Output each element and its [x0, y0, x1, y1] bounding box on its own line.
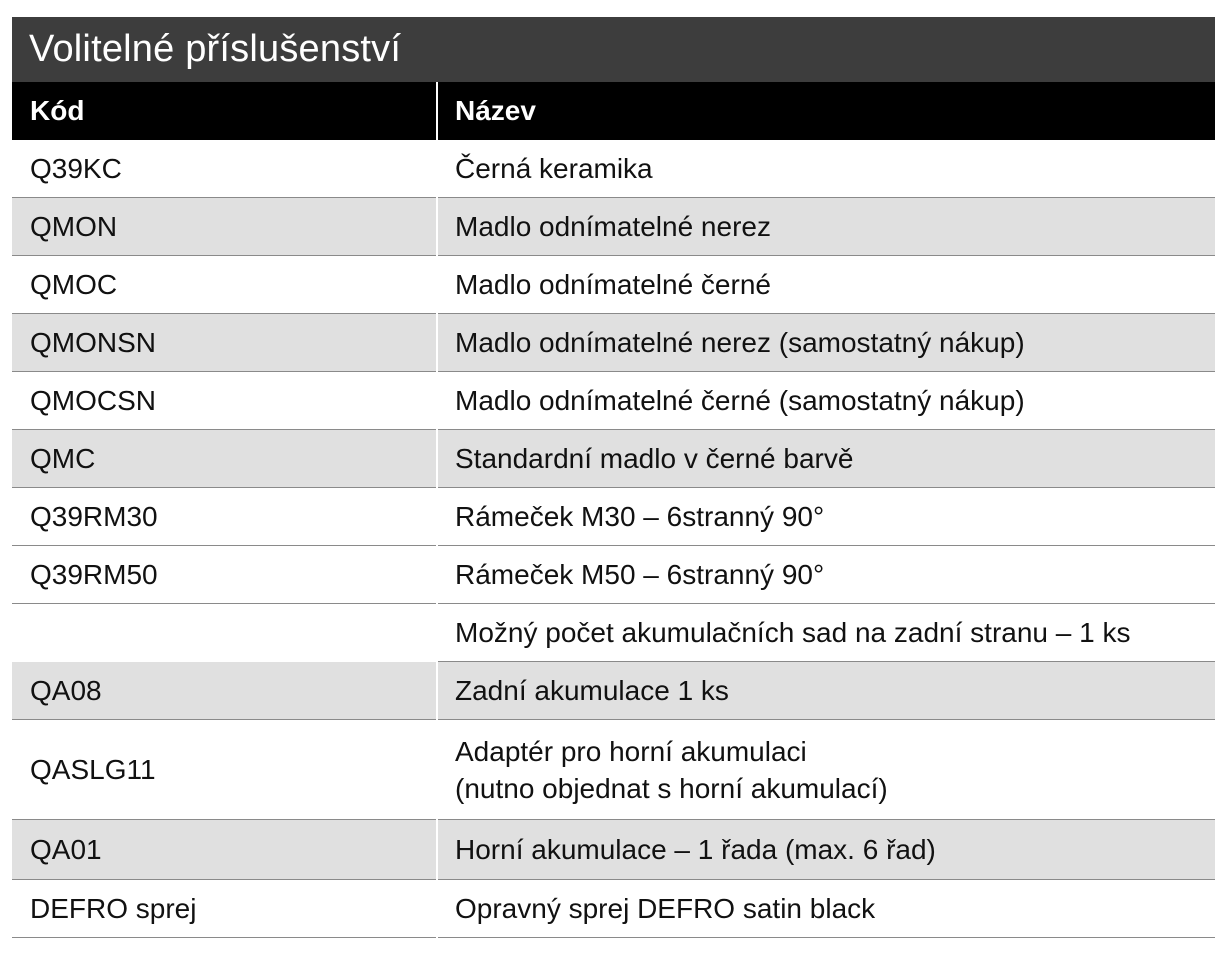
name-text: Zadní akumulace 1 ks — [455, 675, 729, 706]
name-text: Černá keramika — [455, 153, 653, 184]
column-header-code: Kód — [30, 95, 85, 126]
table-row — [12, 880, 1215, 938]
code-cell: Q39RM50 — [12, 546, 436, 604]
code-cell: QMOCSN — [12, 372, 436, 430]
code-cell — [12, 604, 436, 662]
code-cell: DEFRO sprej — [12, 880, 436, 938]
table-row — [12, 256, 1215, 314]
name-text: Horní akumulace – 1 řada (max. 6 řad) — [455, 834, 936, 865]
code-cell: Q39RM30 — [12, 488, 436, 546]
name-text: Madlo odnímatelné černé — [455, 269, 771, 300]
code-cell: QA08 — [12, 662, 436, 720]
name-cell — [438, 604, 1215, 662]
table-title: Volitelné příslušenství — [12, 17, 1215, 82]
name-cell — [438, 372, 1215, 430]
table-row — [12, 430, 1215, 488]
table-row — [12, 314, 1215, 372]
table-row — [12, 546, 1215, 604]
name-text: Rámeček M30 – 6stranný 90° — [455, 501, 825, 532]
table-header — [12, 82, 1215, 140]
name-text: Adaptér pro horní akumulaci (nutno objednat s horní akumulací) — [455, 735, 888, 804]
name-cell — [438, 488, 1215, 546]
name-cell — [438, 314, 1215, 372]
name-text: Rámeček M50 – 6stranný 90° — [455, 559, 825, 590]
code-cell: QASLG11 — [12, 720, 436, 820]
table-row — [12, 140, 1215, 198]
name-text: Madlo odnímatelné černé (samostatný nákup) — [455, 385, 1025, 416]
code-cell: Q39KC — [12, 140, 436, 198]
name-text: Madlo odnímatelné nerez (samostatný nákup) — [455, 327, 1025, 358]
name-cell — [438, 880, 1215, 938]
name-text: Opravný sprej DEFRO satin black — [455, 893, 876, 924]
code-cell: QMOC — [12, 256, 436, 314]
name-text: Možný počet akumulačních sad na zadní stranu – 1 ks — [455, 617, 1131, 648]
table-row — [12, 720, 1215, 820]
code-cell: QMON — [12, 198, 436, 256]
table-row — [12, 662, 1215, 720]
name-text: Standardní madlo v černé barvě — [455, 443, 854, 474]
name-cell — [438, 256, 1215, 314]
name-cell — [438, 140, 1215, 198]
table-row — [12, 488, 1215, 546]
code-cell: QMC — [12, 430, 436, 488]
name-cell — [438, 198, 1215, 256]
table-row — [12, 604, 1215, 662]
name-cell — [438, 662, 1215, 720]
name-cell — [438, 720, 1215, 820]
name-text: Madlo odnímatelné nerez — [455, 211, 771, 242]
table-row — [12, 372, 1215, 430]
name-cell — [438, 546, 1215, 604]
code-cell: QA01 — [12, 820, 436, 880]
code-cell: QMONSN — [12, 314, 436, 372]
table-body — [12, 140, 1215, 938]
table-row — [12, 820, 1215, 880]
name-cell — [438, 820, 1215, 880]
table-row — [12, 198, 1215, 256]
column-header-name: Název — [455, 95, 536, 126]
name-cell — [438, 430, 1215, 488]
